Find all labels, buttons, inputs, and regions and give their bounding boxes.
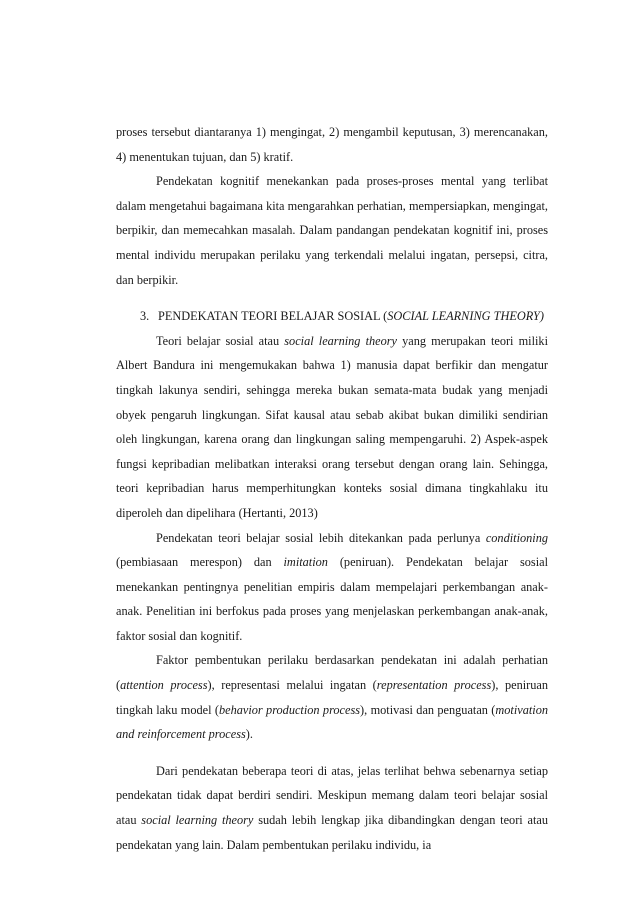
paragraph-4-term-conditioning: conditioning — [485, 530, 548, 545]
section-title-plain: PENDEKATAN TEORI BELAJAR SOSIAL ( — [158, 309, 388, 324]
paragraph-5-term-representation: representation process — [376, 678, 492, 693]
paragraph-5-part-a: Faktor pembentukan perilaku berdasarkan pendekatan ini adalah perhatian ( — [116, 653, 548, 693]
paragraph-4-part-e: (peniruan). Pendekatan belajar sosial menekankan pentingnya penelitian empiris dalam mempelajari perkembangan anak-anak. Penelitian ini berfokus pada proses yang menjelaskan perkembangan anak-anak, faktor sosial dan kognitif. — [116, 555, 548, 643]
paragraph-4 — [116, 526, 548, 649]
paragraph-5-term-attention: attention process — [120, 678, 208, 693]
paragraph-4-part-a: Pendekatan teori belajar sosial lebih ditekankan pada perlunya — [156, 530, 486, 545]
section-heading — [116, 304, 548, 329]
paragraph-5-term-behavior: behavior production process — [218, 702, 361, 717]
paragraph-4-term-imitation: imitation — [283, 555, 328, 570]
paragraph-2: Pendekatan kognitif menekankan pada proses-proses mental yang terlibat dalam mengetahui bagaimana kita mengarahkan perhatian, mempersiapkan, mengingat, berpikir, dan memecahkan masalah. Dalam pandangan pendekatan kognitif ini, proses mental individu merupakan perilaku yang terkendali melalui ingatan, persepsi, citra, dan berpikir. — [116, 174, 548, 287]
paragraph-5-part-i: ). — [245, 727, 253, 742]
paragraph-6-part-c: sudah lebih lengkap jika dibandingkan dengan teori atau pendekatan yang lain. Dalam pembentukan perilaku individu, ia — [116, 813, 548, 852]
body-text — [116, 120, 548, 857]
paragraph-5-part-c: ), representasi melalui ingatan ( — [207, 678, 377, 693]
paragraph-3-part-c: yang merupakan teori miliki Albert Bandura ini mengemukakan bahwa 1) manusia dapat berfikir dan mengatur tingkah lakunya sendiri, sehingga mereka bukan semata-mata budak yang menjadi obyek pengaruh lingkungan. Sifat kausal atau sebab akibat bukan dimiliki sendirian oleh lingkungan, karena orang dan lingkungan saling mempengaruhi. 2) Aspek-aspek fungsi kepribadian melibatkan interaksi orang tersebut dengan orang lain. Sehingga, teori kepribadian harus memperhitungkan konteks sosial dimana tingkahlaku itu diperoleh dan dipelihara (Hertanti, 2013) — [116, 333, 548, 520]
section-title-italic: SOCIAL LEARNING THEORY) — [387, 309, 544, 324]
paragraph-4-part-c: (pembiasaan merespon) dan — [116, 555, 284, 570]
paragraph-3-term: social learning theory — [284, 333, 397, 348]
paragraph-6-term: social learning theory — [141, 813, 254, 828]
paragraph-5-part-g: ), motivasi dan penguatan ( — [360, 702, 496, 717]
paragraph-5 — [116, 648, 548, 746]
paragraph-5-part-e: ), peniruan tingkah laku model ( — [116, 678, 549, 717]
section-title — [158, 304, 548, 329]
paragraph-1: proses tersebut diantaranya 1) mengingat, 2) mengambil keputusan, 3) merencanakan, 4) menentukan tujuan, dan 5) kratif. — [116, 125, 548, 164]
paragraph-6 — [116, 759, 548, 857]
paragraph-3-part-a: Teori belajar sosial atau — [156, 333, 285, 348]
paragraph-3 — [116, 329, 548, 526]
section-number: 3. — [140, 309, 150, 324]
paragraph-5-term-motivation: motivation and reinforcement process — [116, 702, 549, 742]
paragraph-6-part-a: Dari pendekatan beberapa teori di atas, jelas terlihat behwa sebenarnya setiap pendekatan tidak dapat berdiri sendiri. Meskipun memang dalam teori belajar sosial atau — [116, 763, 548, 828]
